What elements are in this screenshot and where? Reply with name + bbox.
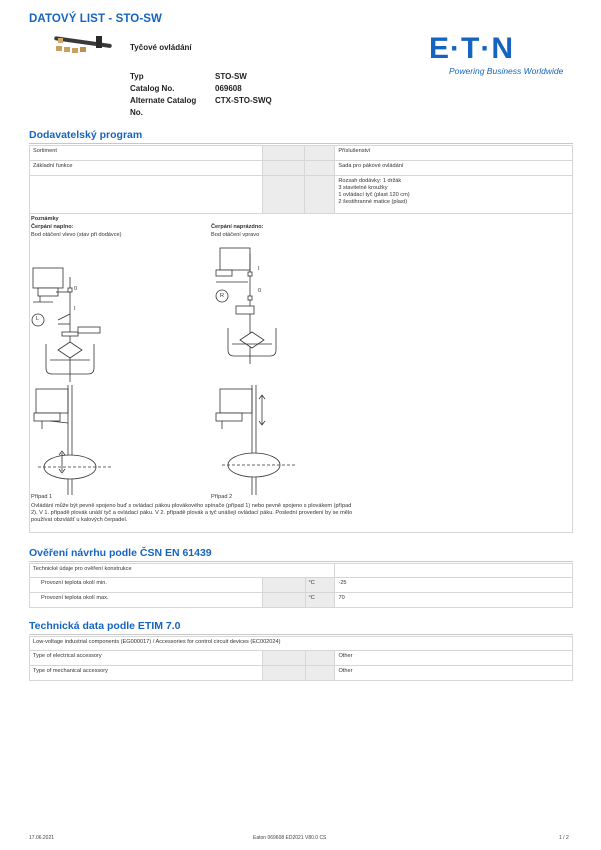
spec-value-catalog: 069608 bbox=[215, 84, 242, 93]
section-divider bbox=[29, 561, 573, 562]
row-value: Sada pro pákové ovládání bbox=[335, 161, 573, 176]
row-label: Provozní teplota okolí max. bbox=[30, 593, 263, 608]
diagram-label-zero-right: 0 bbox=[258, 288, 262, 294]
row-label: Základní funkce bbox=[30, 161, 263, 176]
product-image bbox=[52, 34, 114, 56]
spec-label-catalog: Catalog No. bbox=[130, 84, 175, 93]
row-value-multiline: Rozsah dodávky: 1 držák 3 stavitelné kroužky 1 ovládací tyč (plast 120 cm) 2 šestihranné matice (plast) bbox=[335, 176, 573, 214]
row-label: Provozní teplota okolí min. bbox=[30, 578, 263, 593]
footer-page: 1 / 2 bbox=[559, 835, 569, 841]
spec-label-alt-catalog: Alternate Catalog bbox=[130, 96, 197, 105]
row-value: Other bbox=[335, 651, 573, 666]
row-value: 70 bbox=[335, 593, 573, 608]
footer-date: 17.06.2021 bbox=[29, 835, 55, 841]
diagram-right-pivot bbox=[208, 244, 298, 364]
case1-subheading: Bod otáčení vlevo (stav při dodávce) bbox=[31, 232, 122, 238]
diagram-label-l: L bbox=[36, 316, 40, 322]
eaton-logo: E·T·N bbox=[429, 32, 514, 65]
row-value: Příslušenství bbox=[335, 146, 573, 161]
table-row bbox=[30, 176, 573, 214]
verification-header: Technické údaje pro ověření konstrukce bbox=[30, 564, 335, 578]
row-unit: °C bbox=[305, 578, 335, 593]
section-divider bbox=[29, 634, 573, 635]
row-unit: °C bbox=[305, 593, 335, 608]
diagram-label-r: R bbox=[220, 293, 225, 299]
table-row bbox=[30, 161, 573, 176]
diagram-left-pivot bbox=[28, 262, 118, 382]
diagram-label-one-right: I bbox=[258, 266, 260, 272]
table-row bbox=[30, 637, 573, 651]
diagram-label-one: I bbox=[74, 306, 76, 312]
program-table bbox=[29, 145, 573, 214]
spec-label-no: No. bbox=[130, 108, 143, 117]
table-row bbox=[30, 666, 573, 681]
table-row bbox=[30, 146, 573, 161]
diagram-label-zero: 0 bbox=[74, 286, 78, 292]
case2-heading: Čerpání naprázdno: bbox=[211, 224, 264, 230]
section-title-etim: Technická data podle ETIM 7.0 bbox=[29, 620, 181, 632]
notes-heading: Poznámky bbox=[31, 216, 59, 222]
table-row bbox=[30, 651, 573, 666]
spec-label-type: Typ bbox=[130, 72, 144, 81]
case2-subheading: Bod otáčení vpravo bbox=[211, 232, 260, 238]
table-row bbox=[30, 593, 573, 608]
row-label: Sortiment bbox=[30, 146, 263, 161]
row-value: Other bbox=[335, 666, 573, 681]
section-divider bbox=[29, 143, 573, 144]
diagram-case1-float bbox=[28, 385, 128, 495]
verification-table bbox=[29, 563, 573, 608]
table-row bbox=[30, 578, 573, 593]
case1-heading: Čerpání naplno: bbox=[31, 224, 74, 230]
etim-table bbox=[29, 636, 573, 681]
notes-paragraph: Ovládání může být pevně spojeno buď s ovládací pákou plovákového spínače (případ 1) nebo pevně spojeno s plovákem (případ 2). V 1. případě plovák unáší tyč a ovládací páku. V 2. případě plovák a tyč unášejí ovládací páku. Poslední provedení by se mělo používat obzvlášť u kalových čerpadel. bbox=[31, 503, 353, 523]
etim-header: Low-voltage industrial components (EG000017) / Accessories for control circuit devices (EC002024) bbox=[30, 637, 573, 651]
section-title-verification: Ověření návrhu podle ČSN EN 61439 bbox=[29, 547, 212, 559]
case1-label: Případ 1 bbox=[31, 494, 53, 500]
footer-center: Eaton 069608 ED2021 V80.0 CS bbox=[253, 835, 327, 841]
section-title-program: Dodavatelský program bbox=[29, 129, 143, 141]
row-label: Type of mechanical accessory bbox=[30, 666, 263, 681]
logo-tagline: Powering Business Worldwide bbox=[449, 66, 564, 76]
row-label: Type of electrical accessory bbox=[30, 651, 263, 666]
document-title: DATOVÝ LIST - STO-SW bbox=[29, 13, 162, 25]
product-name: Tyčové ovládání bbox=[130, 43, 192, 52]
table-row bbox=[30, 564, 573, 578]
spec-value-type: STO-SW bbox=[215, 72, 247, 81]
diagram-case2-float bbox=[208, 385, 308, 495]
case2-label: Případ 2 bbox=[211, 494, 233, 500]
row-value: -25 bbox=[335, 578, 573, 593]
spec-value-alt-catalog: CTX-STO-SWQ bbox=[215, 96, 272, 105]
